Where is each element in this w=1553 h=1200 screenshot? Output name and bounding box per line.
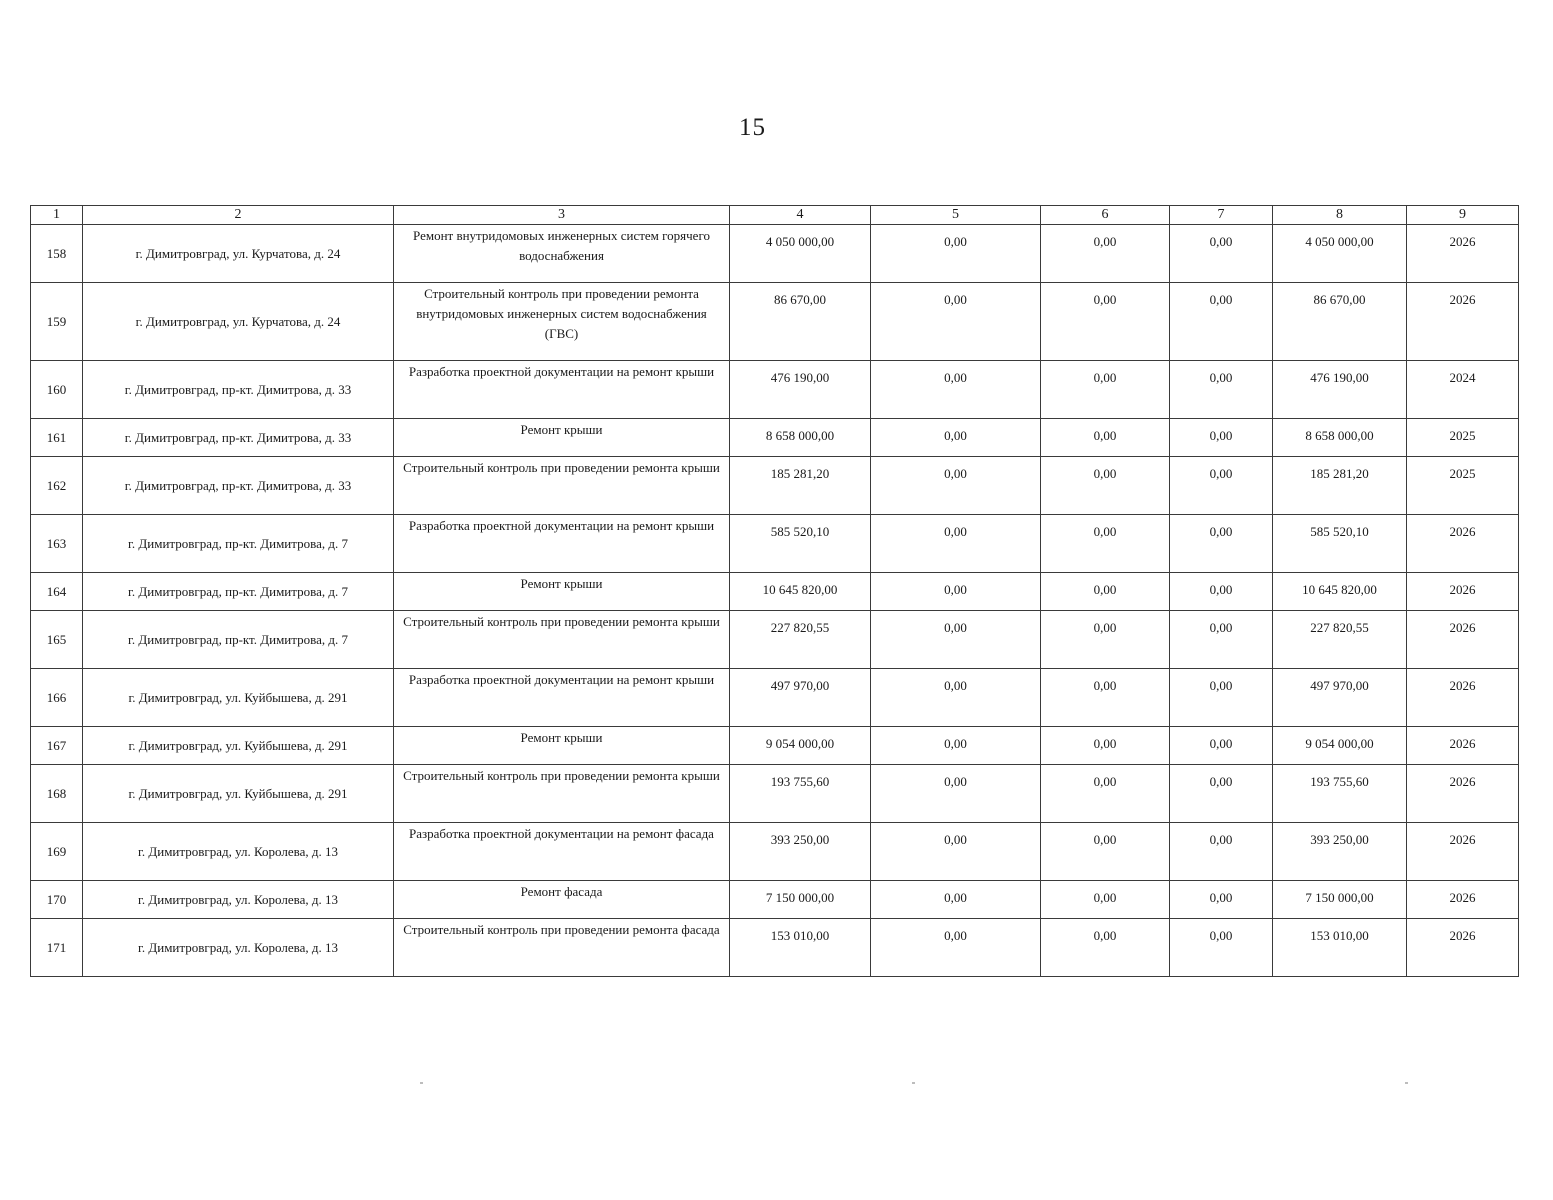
amount-col8-cell: 9 054 000,00 — [1273, 727, 1407, 765]
amount-col7-cell: 0,00 — [1170, 669, 1273, 727]
page-number: 15 — [739, 114, 766, 141]
year-cell: 2026 — [1407, 573, 1519, 611]
year-cell: 2025 — [1407, 419, 1519, 457]
amount-total-cell: 497 970,00 — [730, 669, 871, 727]
year-cell: 2026 — [1407, 823, 1519, 881]
table-row — [31, 419, 1519, 457]
table-header — [31, 206, 1519, 225]
column-header-1: 1 — [31, 206, 83, 225]
amount-total-cell: 393 250,00 — [730, 823, 871, 881]
amount-col5-cell: 0,00 — [871, 361, 1041, 419]
work-type-cell: Ремонт крыши — [394, 419, 730, 457]
row-number: 169 — [31, 823, 83, 881]
amount-total-cell: 4 050 000,00 — [730, 225, 871, 283]
work-type-cell: Ремонт внутридомовых инженерных систем горячего водоснабжения — [394, 225, 730, 283]
column-header-6: 6 — [1041, 206, 1170, 225]
work-type-cell: Разработка проектной документации на ремонт крыши — [394, 361, 730, 419]
amount-col7-cell: 0,00 — [1170, 919, 1273, 977]
row-number: 163 — [31, 515, 83, 573]
row-number: 161 — [31, 419, 83, 457]
row-number: 158 — [31, 225, 83, 283]
amount-total-cell: 185 281,20 — [730, 457, 871, 515]
address-cell: г. Димитровград, ул. Королева, д. 13 — [83, 919, 394, 977]
amount-col6-cell: 0,00 — [1041, 881, 1170, 919]
work-type-cell: Разработка проектной документации на ремонт крыши — [394, 515, 730, 573]
table-row — [31, 457, 1519, 515]
address-cell: г. Димитровград, ул. Королева, д. 13 — [83, 823, 394, 881]
amount-col7-cell: 0,00 — [1170, 515, 1273, 573]
year-cell: 2026 — [1407, 283, 1519, 361]
amount-col8-cell: 193 755,60 — [1273, 765, 1407, 823]
row-number: 164 — [31, 573, 83, 611]
address-cell: г. Димитровград, пр-кт. Димитрова, д. 33 — [83, 361, 394, 419]
row-number: 168 — [31, 765, 83, 823]
amount-col8-cell: 227 820,55 — [1273, 611, 1407, 669]
work-type-cell: Ремонт фасада — [394, 881, 730, 919]
amount-total-cell: 476 190,00 — [730, 361, 871, 419]
amount-col5-cell: 0,00 — [871, 919, 1041, 977]
amount-total-cell: 86 670,00 — [730, 283, 871, 361]
amount-col7-cell: 0,00 — [1170, 225, 1273, 283]
amount-total-cell: 153 010,00 — [730, 919, 871, 977]
address-cell: г. Димитровград, пр-кт. Димитрова, д. 7 — [83, 573, 394, 611]
row-number: 160 — [31, 361, 83, 419]
amount-col7-cell: 0,00 — [1170, 457, 1273, 515]
amount-col7-cell: 0,00 — [1170, 419, 1273, 457]
table-row — [31, 515, 1519, 573]
column-header-9: 9 — [1407, 206, 1519, 225]
table-row — [31, 881, 1519, 919]
amount-col5-cell: 0,00 — [871, 611, 1041, 669]
table-row — [31, 611, 1519, 669]
table-row — [31, 573, 1519, 611]
amount-col5-cell: 0,00 — [871, 669, 1041, 727]
year-cell: 2026 — [1407, 225, 1519, 283]
row-number: 167 — [31, 727, 83, 765]
amount-col8-cell: 153 010,00 — [1273, 919, 1407, 977]
amount-col7-cell: 0,00 — [1170, 727, 1273, 765]
amount-col8-cell: 10 645 820,00 — [1273, 573, 1407, 611]
row-number: 166 — [31, 669, 83, 727]
amount-col7-cell: 0,00 — [1170, 573, 1273, 611]
amount-total-cell: 227 820,55 — [730, 611, 871, 669]
amount-col5-cell: 0,00 — [871, 823, 1041, 881]
amount-col6-cell: 0,00 — [1041, 361, 1170, 419]
row-number: 162 — [31, 457, 83, 515]
amount-col5-cell: 0,00 — [871, 765, 1041, 823]
column-header-3: 3 — [394, 206, 730, 225]
work-type-cell: Ремонт крыши — [394, 573, 730, 611]
address-cell: г. Димитровград, ул. Куйбышева, д. 291 — [83, 727, 394, 765]
table-row — [31, 727, 1519, 765]
amount-col6-cell: 0,00 — [1041, 823, 1170, 881]
column-header-4: 4 — [730, 206, 871, 225]
table-row — [31, 823, 1519, 881]
scan-dot — [420, 1082, 423, 1084]
address-cell: г. Димитровград, пр-кт. Димитрова, д. 7 — [83, 611, 394, 669]
amount-col5-cell: 0,00 — [871, 573, 1041, 611]
amount-col7-cell: 0,00 — [1170, 361, 1273, 419]
amount-col8-cell: 4 050 000,00 — [1273, 225, 1407, 283]
year-cell: 2026 — [1407, 515, 1519, 573]
amount-col7-cell: 0,00 — [1170, 823, 1273, 881]
amount-col8-cell: 8 658 000,00 — [1273, 419, 1407, 457]
column-header-7: 7 — [1170, 206, 1273, 225]
amount-col5-cell: 0,00 — [871, 225, 1041, 283]
amount-col6-cell: 0,00 — [1041, 919, 1170, 977]
amount-col5-cell: 0,00 — [871, 283, 1041, 361]
year-cell: 2026 — [1407, 765, 1519, 823]
year-cell: 2026 — [1407, 611, 1519, 669]
year-cell: 2026 — [1407, 669, 1519, 727]
amount-col6-cell: 0,00 — [1041, 515, 1170, 573]
year-cell: 2026 — [1407, 727, 1519, 765]
work-type-cell: Строительный контроль при проведении ремонта крыши — [394, 765, 730, 823]
amount-col8-cell: 393 250,00 — [1273, 823, 1407, 881]
table-row — [31, 361, 1519, 419]
work-type-cell: Строительный контроль при проведении ремонта фасада — [394, 919, 730, 977]
work-type-cell: Строительный контроль при проведении ремонта внутридомовых инженерных систем водоснабжения (ГВС) — [394, 283, 730, 361]
amount-total-cell: 9 054 000,00 — [730, 727, 871, 765]
address-cell: г. Димитровград, ул. Королева, д. 13 — [83, 881, 394, 919]
work-type-cell: Строительный контроль при проведении ремонта крыши — [394, 457, 730, 515]
amount-col7-cell: 0,00 — [1170, 611, 1273, 669]
header-row — [31, 206, 1519, 225]
address-cell: г. Димитровград, пр-кт. Димитрова, д. 33 — [83, 457, 394, 515]
amount-col7-cell: 0,00 — [1170, 765, 1273, 823]
amount-col8-cell: 497 970,00 — [1273, 669, 1407, 727]
amount-total-cell: 10 645 820,00 — [730, 573, 871, 611]
address-cell: г. Димитровград, пр-кт. Димитрова, д. 7 — [83, 515, 394, 573]
amount-col5-cell: 0,00 — [871, 457, 1041, 515]
address-cell: г. Димитровград, пр-кт. Димитрова, д. 33 — [83, 419, 394, 457]
address-cell: г. Димитровград, ул. Курчатова, д. 24 — [83, 225, 394, 283]
amount-total-cell: 193 755,60 — [730, 765, 871, 823]
table-row — [31, 765, 1519, 823]
row-number: 159 — [31, 283, 83, 361]
year-cell: 2025 — [1407, 457, 1519, 515]
amount-col6-cell: 0,00 — [1041, 765, 1170, 823]
row-number: 171 — [31, 919, 83, 977]
column-header-8: 8 — [1273, 206, 1407, 225]
work-type-cell: Разработка проектной документации на ремонт фасада — [394, 823, 730, 881]
amount-col5-cell: 0,00 — [871, 419, 1041, 457]
amount-col5-cell: 0,00 — [871, 881, 1041, 919]
amount-col6-cell: 0,00 — [1041, 457, 1170, 515]
table-row — [31, 669, 1519, 727]
address-cell: г. Димитровград, ул. Куйбышева, д. 291 — [83, 669, 394, 727]
amount-total-cell: 585 520,10 — [730, 515, 871, 573]
address-cell: г. Димитровград, ул. Курчатова, д. 24 — [83, 283, 394, 361]
year-cell: 2026 — [1407, 881, 1519, 919]
amount-col5-cell: 0,00 — [871, 515, 1041, 573]
amount-col8-cell: 7 150 000,00 — [1273, 881, 1407, 919]
amount-col8-cell: 86 670,00 — [1273, 283, 1407, 361]
amount-col8-cell: 585 520,10 — [1273, 515, 1407, 573]
amount-total-cell: 8 658 000,00 — [730, 419, 871, 457]
amount-col6-cell: 0,00 — [1041, 419, 1170, 457]
column-header-5: 5 — [871, 206, 1041, 225]
work-type-cell: Разработка проектной документации на ремонт крыши — [394, 669, 730, 727]
amount-col6-cell: 0,00 — [1041, 669, 1170, 727]
amount-col6-cell: 0,00 — [1041, 283, 1170, 361]
amount-col8-cell: 185 281,20 — [1273, 457, 1407, 515]
amount-col6-cell: 0,00 — [1041, 611, 1170, 669]
work-type-cell: Ремонт крыши — [394, 727, 730, 765]
table-row — [31, 919, 1519, 977]
scan-dot — [912, 1082, 915, 1084]
column-header-2: 2 — [83, 206, 394, 225]
table-row — [31, 283, 1519, 361]
work-type-cell: Строительный контроль при проведении ремонта крыши — [394, 611, 730, 669]
table-row — [31, 225, 1519, 283]
scan-dot — [1405, 1082, 1408, 1084]
table-body — [31, 225, 1519, 977]
row-number: 170 — [31, 881, 83, 919]
address-cell: г. Димитровград, ул. Куйбышева, д. 291 — [83, 765, 394, 823]
amount-col6-cell: 0,00 — [1041, 225, 1170, 283]
amount-col5-cell: 0,00 — [871, 727, 1041, 765]
works-table — [30, 205, 1519, 977]
amount-total-cell: 7 150 000,00 — [730, 881, 871, 919]
year-cell: 2026 — [1407, 919, 1519, 977]
amount-col6-cell: 0,00 — [1041, 727, 1170, 765]
year-cell: 2024 — [1407, 361, 1519, 419]
amount-col8-cell: 476 190,00 — [1273, 361, 1407, 419]
amount-col7-cell: 0,00 — [1170, 283, 1273, 361]
amount-col7-cell: 0,00 — [1170, 881, 1273, 919]
amount-col6-cell: 0,00 — [1041, 573, 1170, 611]
row-number: 165 — [31, 611, 83, 669]
